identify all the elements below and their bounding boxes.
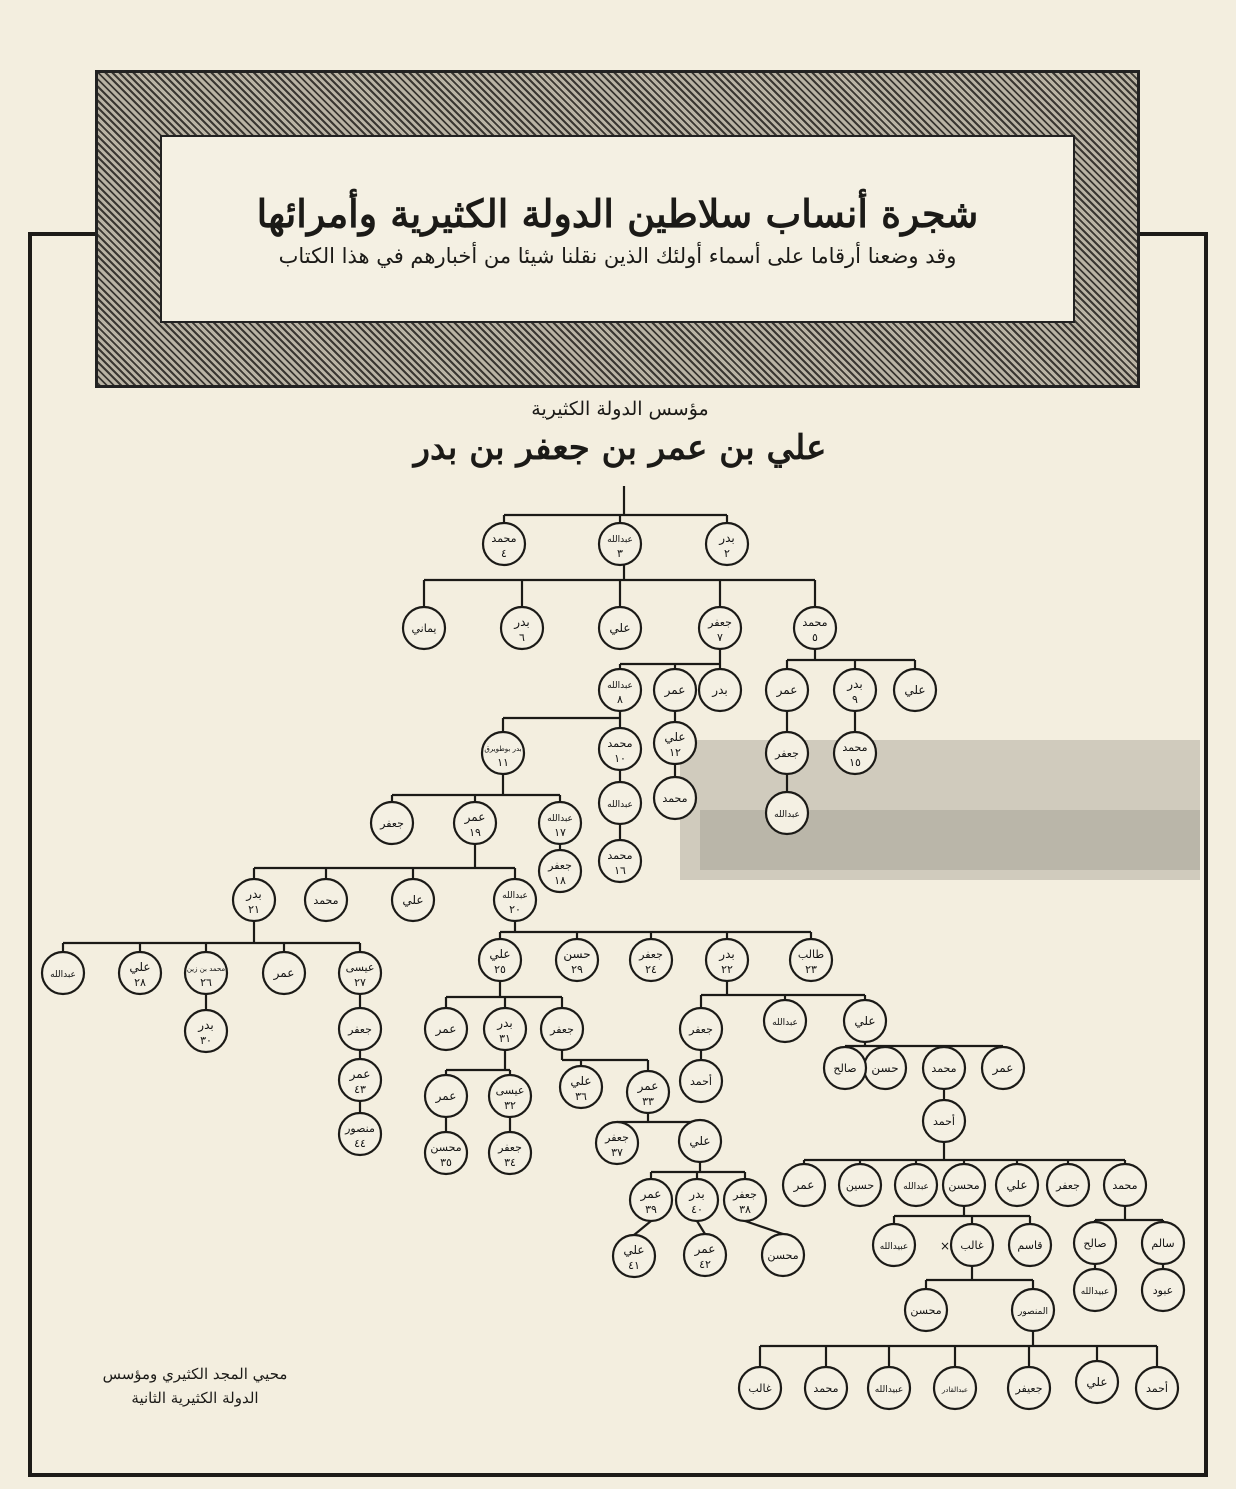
tree-node xyxy=(905,1289,947,1331)
node-name: علي xyxy=(854,1014,876,1028)
node-name: محمد xyxy=(607,737,633,750)
node-number: ٣٥ xyxy=(440,1156,452,1169)
tree-node xyxy=(739,1367,781,1409)
node-name: بدر xyxy=(719,531,735,545)
tree-node xyxy=(706,939,748,981)
tree-node xyxy=(454,802,496,844)
node-number: ٢١ xyxy=(248,903,260,916)
tree-node xyxy=(630,939,672,981)
tree-node xyxy=(501,607,543,649)
tree-node xyxy=(1076,1361,1118,1403)
node-name: جعفر xyxy=(548,859,572,872)
tree-node xyxy=(425,1132,467,1174)
page-title: شجرة أنساب سلاطين الدولة الكثيرية وأمرائها xyxy=(256,190,979,236)
node-name: علي xyxy=(570,1074,592,1088)
tree-node xyxy=(263,952,305,994)
node-name: بدر xyxy=(497,1016,513,1030)
node-name: محمد بن زين xyxy=(186,965,226,973)
node-name: عبيدالله xyxy=(879,1242,909,1252)
node-number: ٣٨ xyxy=(739,1203,751,1216)
node-name: عبيدالله xyxy=(874,1385,904,1395)
node-name: أحمد xyxy=(1146,1382,1168,1395)
node-name: عبدالله xyxy=(774,810,800,820)
tree-node xyxy=(484,1008,526,1050)
node-number: ٣ xyxy=(617,547,623,560)
node-number: ٤٣ xyxy=(354,1083,366,1096)
tree-node xyxy=(599,523,641,565)
node-name: غالب xyxy=(960,1239,984,1252)
tree-node xyxy=(1142,1269,1184,1311)
tree-node xyxy=(392,879,434,921)
tree-node xyxy=(541,1008,583,1050)
tree-node xyxy=(339,952,381,994)
node-number: ٢٩ xyxy=(571,963,583,976)
tree-node xyxy=(1008,1367,1050,1409)
tree-node xyxy=(599,728,641,770)
node-name: علي xyxy=(664,730,686,744)
tree-node xyxy=(982,1047,1024,1089)
node-number: ٤٤ xyxy=(354,1137,366,1150)
node-name: أحمد xyxy=(690,1075,712,1088)
tree-node xyxy=(951,1224,993,1266)
node-name: بدر xyxy=(514,615,530,629)
node-name: عبدالله xyxy=(607,800,633,810)
tree-node xyxy=(764,1000,806,1042)
node-number: ٢٢ xyxy=(721,963,733,976)
node-name: عمر xyxy=(435,1022,457,1036)
node-name: عيسى xyxy=(345,961,375,974)
node-name: عبيدالله xyxy=(1080,1287,1110,1297)
tree-node xyxy=(699,669,741,711)
node-number: ١٥ xyxy=(849,756,861,769)
node-name: صالح xyxy=(833,1062,857,1075)
tree-connector xyxy=(634,1221,651,1235)
node-number: ٢٨ xyxy=(134,976,146,989)
node-name: عبدالله xyxy=(50,970,76,980)
tree-node xyxy=(185,1010,227,1052)
node-name: منصور xyxy=(345,1122,375,1135)
tree-node xyxy=(119,952,161,994)
tree-node xyxy=(805,1367,847,1409)
tree-node xyxy=(233,879,275,921)
node-name: عيسى xyxy=(495,1084,525,1097)
node-name: سالم xyxy=(1151,1237,1175,1250)
tree-node xyxy=(680,1060,722,1102)
node-number: ١٢ xyxy=(669,746,681,759)
tree-node xyxy=(596,1122,638,1164)
tree-node xyxy=(679,1120,721,1162)
node-number: ٣١ xyxy=(499,1032,511,1045)
node-name: عمر xyxy=(349,1067,371,1081)
tree-node xyxy=(599,669,641,711)
node-name: يماني xyxy=(411,622,437,635)
page-subtitle: وقد وضعنا أرقاما على أسماء أولئك الذين نقلنا شيئا من أخبارهم في هذا الكتاب xyxy=(278,243,957,268)
node-name: جعفر xyxy=(689,1023,713,1036)
node-name: علي xyxy=(623,1243,645,1257)
tree-node xyxy=(923,1100,965,1142)
tree-node xyxy=(934,1367,976,1409)
node-name: عمر xyxy=(640,1187,662,1201)
tree-node xyxy=(762,1234,804,1276)
tree-node xyxy=(599,840,641,882)
node-name: عمر xyxy=(992,1061,1014,1075)
node-number: ٤١ xyxy=(628,1259,640,1272)
tree-node xyxy=(834,732,876,774)
tree-node xyxy=(339,1113,381,1155)
node-name: محمد xyxy=(1112,1179,1138,1192)
tree-node xyxy=(339,1008,381,1050)
node-name: محمد xyxy=(491,532,517,545)
tree-node xyxy=(1009,1224,1051,1266)
tree-node xyxy=(680,1008,722,1050)
tree-node xyxy=(425,1075,467,1117)
node-name: حسن xyxy=(871,1061,899,1075)
node-number: ٣٤ xyxy=(504,1156,516,1169)
tree-node xyxy=(482,732,524,774)
node-name: علي xyxy=(489,947,511,961)
tree-node xyxy=(684,1234,726,1276)
node-number: ٤٢ xyxy=(699,1258,711,1271)
tree-node xyxy=(556,939,598,981)
node-name: عبدالله xyxy=(547,814,573,824)
node-number: ٢٣ xyxy=(805,963,817,976)
node-name: جعفر xyxy=(380,817,404,830)
node-name: محمد xyxy=(607,849,633,862)
node-name: علي xyxy=(1086,1375,1108,1389)
tree-node xyxy=(943,1164,985,1206)
node-name: طالب xyxy=(797,948,825,961)
node-name: محمد xyxy=(662,792,688,805)
node-name: بدر xyxy=(198,1018,214,1032)
founder-name: علي بن عمر بن جعفر بن بدر xyxy=(413,428,827,468)
tree-node xyxy=(839,1164,881,1206)
tree-node xyxy=(599,607,641,649)
tree-node xyxy=(1012,1289,1054,1331)
tree-node xyxy=(766,792,808,834)
node-name: عمر xyxy=(694,1242,716,1256)
node-name: بدر xyxy=(847,677,863,691)
tree-node xyxy=(844,1000,886,1042)
node-name: عمر xyxy=(435,1089,457,1103)
node-name: قاسم xyxy=(1017,1239,1043,1252)
node-number: ١١ xyxy=(497,756,509,769)
node-name: جعفر xyxy=(639,948,663,961)
tree-node xyxy=(483,523,525,565)
node-number: ٣٧ xyxy=(611,1146,623,1159)
footer-note xyxy=(70,1362,320,1410)
node-name: محمد xyxy=(931,1062,957,1075)
tree-node xyxy=(627,1071,669,1113)
tree-node xyxy=(766,732,808,774)
tree-node xyxy=(868,1367,910,1409)
node-name: عمر xyxy=(273,966,295,980)
tree-node xyxy=(790,939,832,981)
tree-node xyxy=(996,1164,1038,1206)
tree-node xyxy=(654,722,696,764)
tree-node xyxy=(654,669,696,711)
node-number: ٢٧ xyxy=(354,976,366,989)
tree-node xyxy=(783,1164,825,1206)
tree-node xyxy=(630,1179,672,1221)
node-name: جعفر xyxy=(775,747,799,760)
tree-node xyxy=(1136,1367,1178,1409)
tree-node xyxy=(699,607,741,649)
node-number: ١٨ xyxy=(554,874,566,887)
tree-node xyxy=(873,1224,915,1266)
node-number: ١٦ xyxy=(614,864,626,877)
tree-node xyxy=(479,939,521,981)
tree-node xyxy=(539,802,581,844)
node-name: غالب xyxy=(748,1382,772,1395)
tree-node xyxy=(834,669,876,711)
tree-node xyxy=(824,1047,866,1089)
node-name: علي xyxy=(129,960,151,974)
node-number: ٢٥ xyxy=(494,963,506,976)
tree-node xyxy=(1047,1164,1089,1206)
tree-node xyxy=(494,879,536,921)
node-name: المنصور xyxy=(1018,1307,1048,1317)
tree-connector xyxy=(697,1221,705,1234)
node-name: عبدالقادر xyxy=(941,1386,969,1394)
node-name: عبدالله xyxy=(903,1182,929,1192)
node-number: ٥ xyxy=(812,631,818,644)
node-name: بدر xyxy=(689,1187,705,1201)
node-name: محسن xyxy=(767,1249,799,1262)
tree-node xyxy=(539,850,581,892)
tree-node xyxy=(1104,1164,1146,1206)
node-name: علي xyxy=(689,1134,711,1148)
tree-node xyxy=(185,952,227,994)
node-number: ٨ xyxy=(617,693,623,706)
node-name: محسن xyxy=(948,1179,980,1192)
node-name: بدر بوطويرق xyxy=(484,745,522,753)
node-name: عبدالله xyxy=(607,681,633,691)
node-number: ٢ xyxy=(724,547,730,560)
node-name: عمر xyxy=(637,1079,659,1093)
tree-node xyxy=(599,782,641,824)
node-name: جعفر xyxy=(498,1141,522,1154)
tree-node xyxy=(894,669,936,711)
node-name: بدر xyxy=(246,887,262,901)
node-name: جعفر xyxy=(1056,1179,1080,1192)
node-name: عمر xyxy=(664,683,686,697)
node-name: عمر xyxy=(793,1178,815,1192)
node-number: ٩ xyxy=(852,693,858,706)
node-number: ٣٠ xyxy=(200,1034,212,1047)
tree-node xyxy=(489,1075,531,1117)
tree-node xyxy=(724,1179,766,1221)
tree-node xyxy=(560,1066,602,1108)
node-name: أحمد xyxy=(933,1115,955,1128)
tree-node xyxy=(1074,1222,1116,1264)
node-number: ٣٣ xyxy=(642,1095,654,1108)
node-name: محمد xyxy=(802,616,828,629)
founder-label: مؤسس الدولة الكثيرية xyxy=(531,398,709,420)
tree-node xyxy=(864,1047,906,1089)
node-name: علي xyxy=(904,683,926,697)
tree-node xyxy=(403,607,445,649)
tree-node xyxy=(794,607,836,649)
node-name: جعفر xyxy=(348,1023,372,1036)
node-number: ١٧ xyxy=(554,826,566,839)
tree-node xyxy=(895,1164,937,1206)
node-name: عبدالله xyxy=(772,1018,798,1028)
tree-connector xyxy=(745,1221,783,1234)
node-number: ١٩ xyxy=(469,826,481,839)
node-name: بدر xyxy=(719,947,735,961)
tree-node xyxy=(305,879,347,921)
tree-node xyxy=(42,952,84,994)
node-name: حسين xyxy=(845,1179,875,1192)
tree-node xyxy=(339,1059,381,1101)
node-name: علي xyxy=(609,621,631,635)
footer-line-1: محيي المجد الكثيري ومؤسس xyxy=(102,1365,288,1383)
node-number: ٦ xyxy=(519,631,525,644)
node-name: عبود xyxy=(1152,1284,1174,1297)
node-name: محمد xyxy=(813,1382,839,1395)
node-name: عبدالله xyxy=(502,891,528,901)
node-number: ٣٢ xyxy=(504,1099,516,1112)
cross-mark: × xyxy=(940,1239,951,1253)
tree-node xyxy=(654,777,696,819)
node-name: حسن xyxy=(563,947,591,961)
node-name: جعفر xyxy=(733,1188,757,1201)
node-name: محسن xyxy=(430,1141,462,1154)
node-number: ٣٦ xyxy=(575,1090,587,1103)
tree-node xyxy=(766,669,808,711)
node-name: عمر xyxy=(776,683,798,697)
tree-node xyxy=(676,1179,718,1221)
node-name: محسن xyxy=(910,1304,942,1317)
tree-node xyxy=(489,1132,531,1174)
node-name: جعفر xyxy=(550,1023,574,1036)
tree-node xyxy=(425,1008,467,1050)
node-name: علي xyxy=(402,893,424,907)
node-name: جعفر xyxy=(605,1131,629,1144)
node-name: محمد xyxy=(842,741,868,754)
node-number: ١٠ xyxy=(614,752,626,765)
tree-node xyxy=(1074,1269,1116,1311)
node-name: جعيفر xyxy=(1015,1382,1043,1395)
tree-node xyxy=(613,1235,655,1277)
tree-node xyxy=(706,523,748,565)
node-number: ٢٤ xyxy=(645,963,657,976)
node-name: بدر xyxy=(712,683,728,697)
node-number: ٤٠ xyxy=(691,1203,703,1216)
node-number: ٤ xyxy=(501,547,507,560)
tree-node xyxy=(923,1047,965,1089)
node-name: عبدالله xyxy=(607,535,633,545)
node-number: ٣٩ xyxy=(645,1203,657,1216)
node-name: صالح xyxy=(1083,1237,1107,1250)
node-name: محمد xyxy=(313,894,339,907)
node-name: جعفر xyxy=(708,616,732,629)
node-number: ٢٠ xyxy=(509,903,521,916)
node-number: ٢٦ xyxy=(200,976,212,989)
footer-line-2: الدولة الكثيرية الثانية xyxy=(131,1389,259,1407)
node-number: ٧ xyxy=(717,631,723,644)
tree-node xyxy=(371,802,413,844)
node-name: علي xyxy=(1006,1178,1028,1192)
tree-node xyxy=(1142,1222,1184,1264)
node-name: عمر xyxy=(464,810,486,824)
